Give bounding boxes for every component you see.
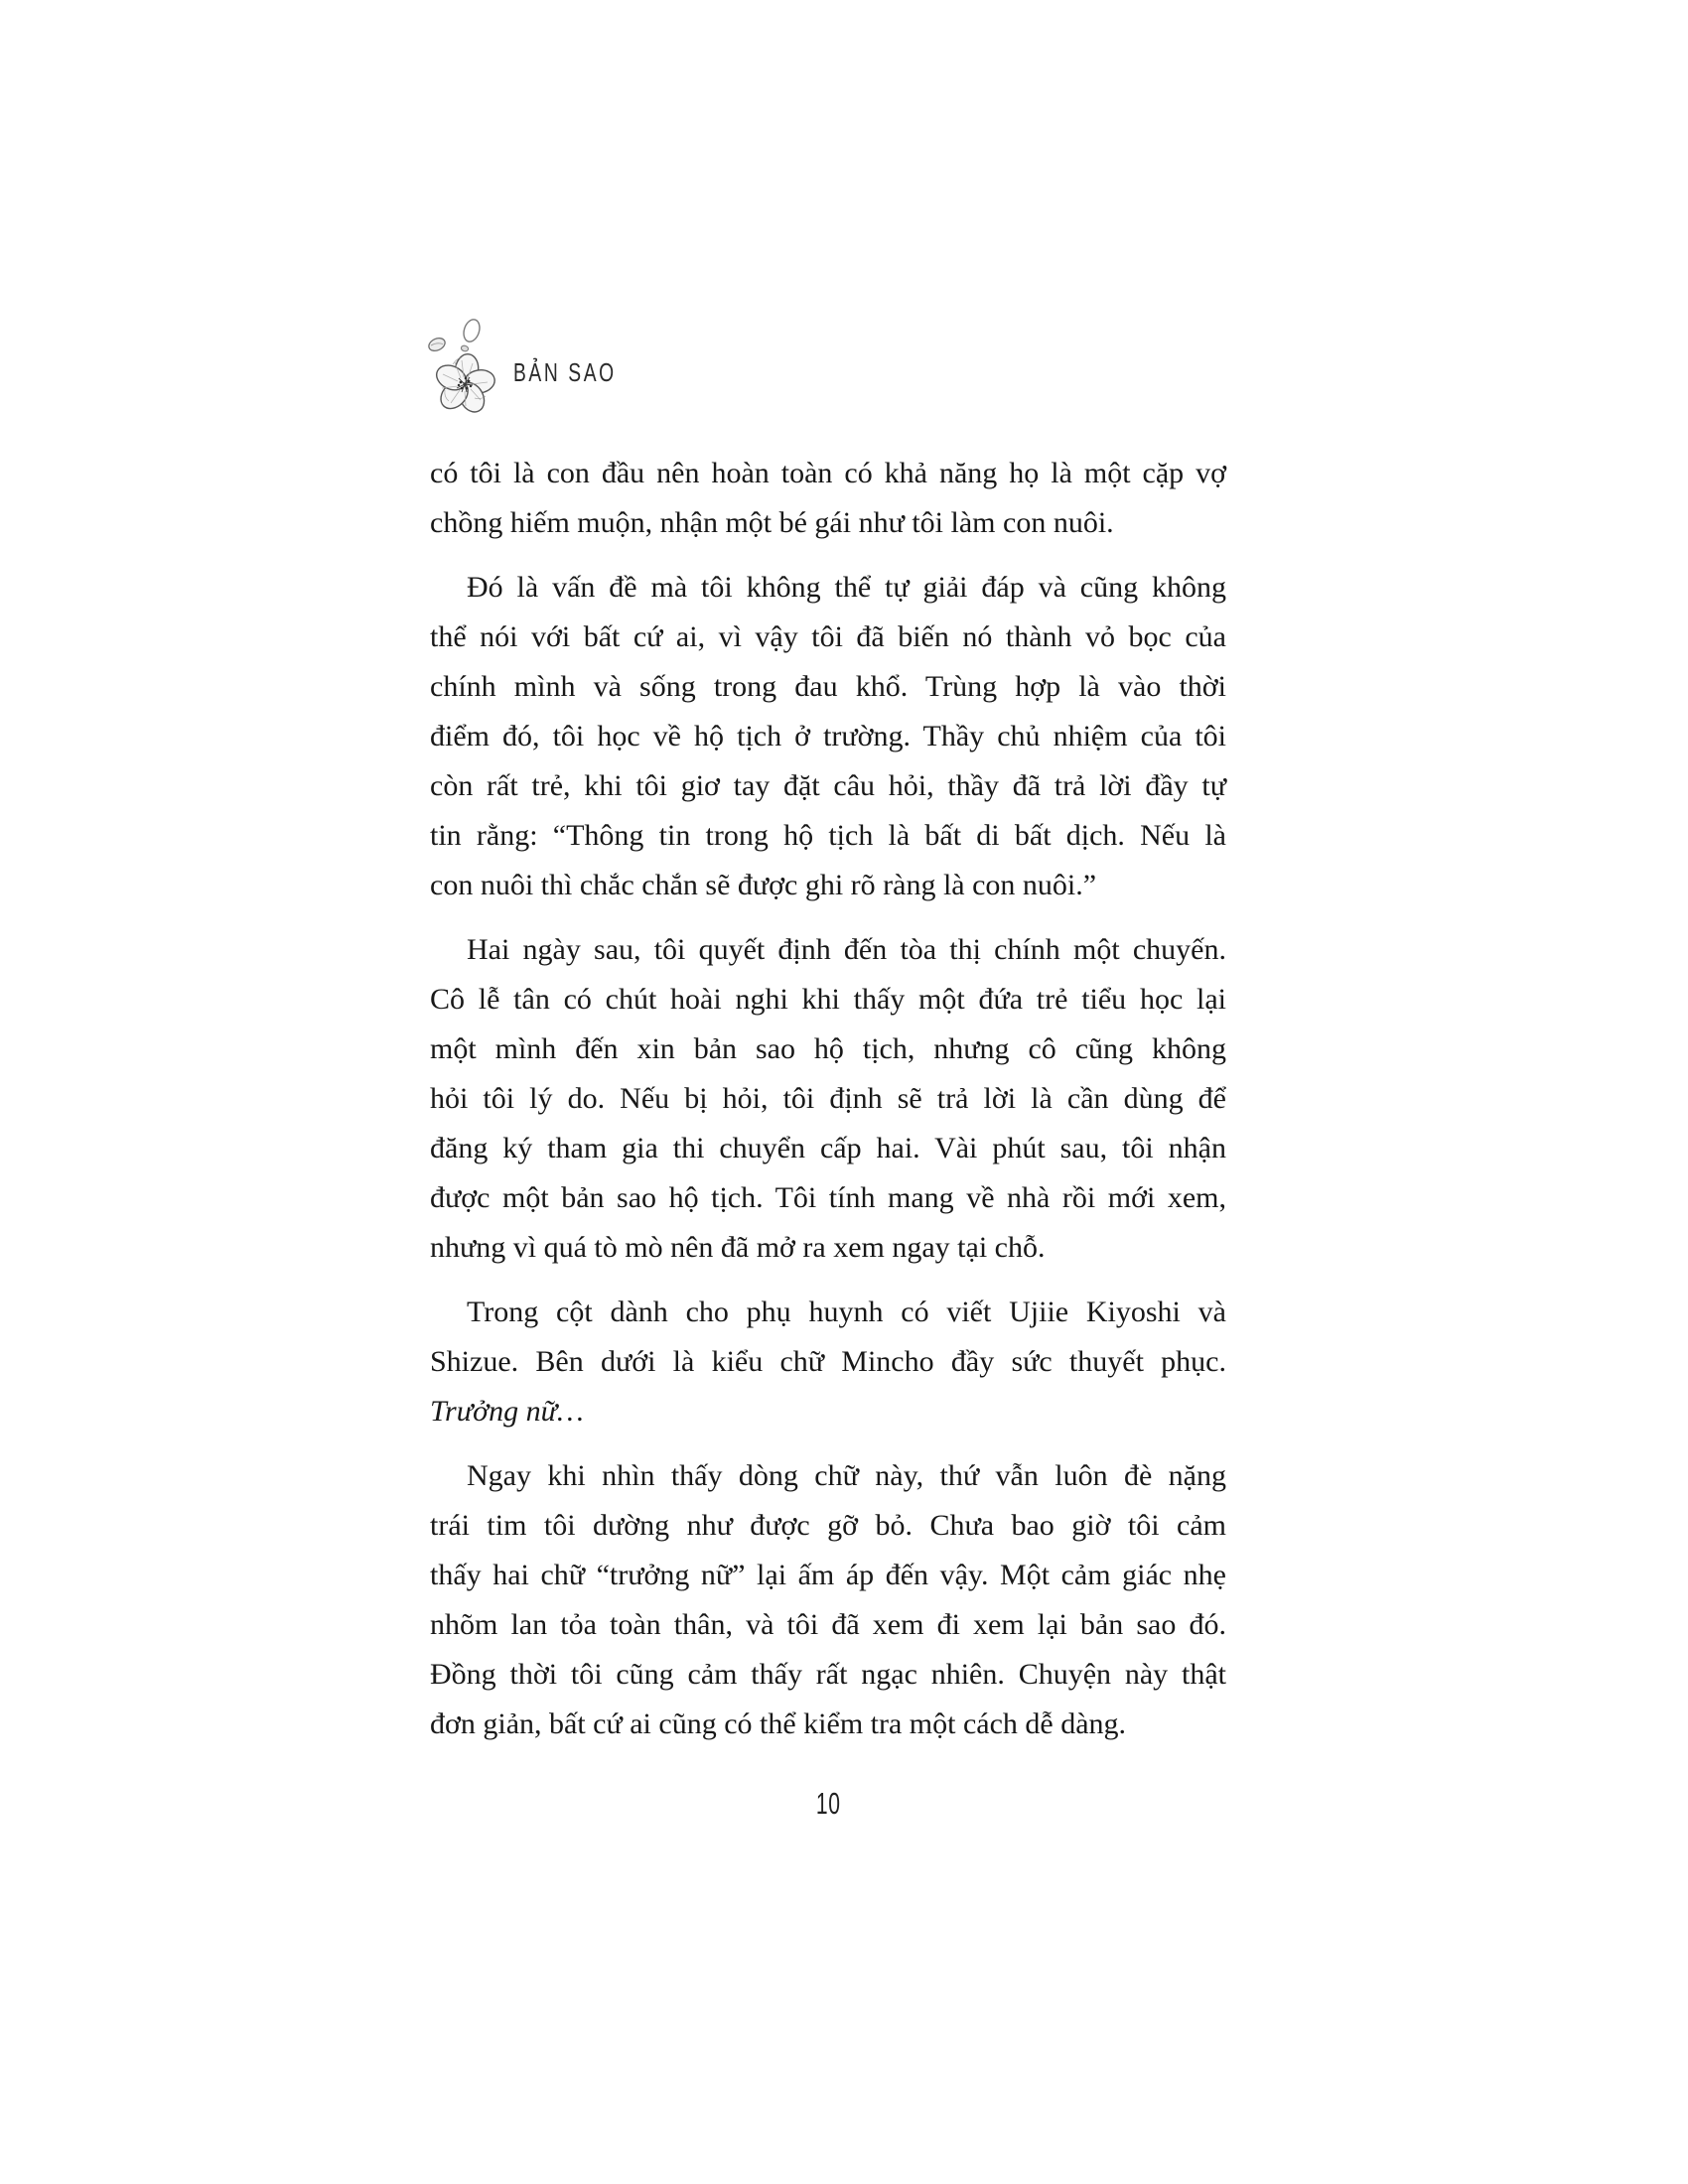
- text-line: nhưng vì quá tò mò nên đã mở ra xem ngay tại chỗ.: [430, 1231, 1046, 1264]
- text-line: đăng ký tham gia thi chuyển cấp hai. Vài phút sau, tôi nhận: [430, 1132, 1226, 1164]
- chapter-header: [415, 308, 812, 427]
- text-line: Ngay khi nhìn thấy dòng chữ này, thứ vẫn luôn đè nặng: [467, 1459, 1226, 1492]
- text-line: Cô lễ tân có chút hoài nghi khi thấy một đứa trẻ tiểu học lại: [430, 983, 1226, 1016]
- text-line: Trong cột dành cho phụ huynh có viết Ujiie Kiyoshi và: [467, 1296, 1226, 1328]
- text-line: điểm đó, tôi học về hộ tịch ở trường. Thầy chủ nhiệm của tôi: [430, 720, 1226, 752]
- text-block: [430, 449, 1226, 1749]
- paragraph: [430, 449, 1226, 548]
- text-line: Trưởng nữ…: [430, 1395, 584, 1428]
- text-line: chồng hiếm muộn, nhận một bé gái như tôi làm con nuôi.: [430, 506, 1114, 539]
- text-line: Đồng thời tôi cũng cảm thấy rất ngạc nhiên. Chuyện này thật: [430, 1658, 1226, 1691]
- text-line: thấy hai chữ “trưởng nữ” lại ấm áp đến vậy. Một cảm giác nhẹ: [430, 1559, 1226, 1591]
- paragraph: [430, 563, 1226, 910]
- text-line: tin rằng: “Thông tin trong hộ tịch là bất di bất dịch. Nếu là: [430, 819, 1226, 852]
- book-title: BẢN SAO: [513, 357, 617, 387]
- text-line: có tôi là con đầu nên hoàn toàn có khả năng họ là một cặp vợ: [430, 457, 1226, 489]
- text-line: một mình đến xin bản sao hộ tịch, nhưng cô cũng không: [430, 1032, 1226, 1065]
- page-footer: [430, 1786, 1226, 1822]
- floating-petal-tiny: [461, 345, 469, 352]
- floating-petal-small: [427, 336, 447, 353]
- text-line: nhõm lan tỏa toàn thân, và tôi đã xem đi xem lại bản sao đó.: [430, 1608, 1226, 1641]
- paragraph: [430, 1451, 1226, 1749]
- text-line: Đó là vấn đề mà tôi không thể tự giải đáp và cũng không: [467, 571, 1226, 604]
- text-line: được một bản sao hộ tịch. Tôi tính mang về nhà rồi mới xem,: [430, 1181, 1226, 1214]
- paragraph: [430, 1288, 1226, 1436]
- text-line: thể nói với bất cứ ai, vì vậy tôi đã biến nó thành vỏ bọc của: [430, 620, 1226, 653]
- text-line: hỏi tôi lý do. Nếu bị hỏi, tôi định sẽ trả lời là cần dùng để: [430, 1082, 1226, 1115]
- page-number: 10: [815, 1786, 841, 1821]
- text-line: chính mình và sống trong đau khổ. Trùng hợp là vào thời: [430, 670, 1226, 703]
- text-line: con nuôi thì chắc chắn sẽ được ghi rõ ràng là con nuôi.”: [430, 869, 1097, 901]
- paragraph: [430, 925, 1226, 1273]
- sakura-blossom-icon: [415, 308, 520, 423]
- text-line: Shizue. Bên dưới là kiểu chữ Mincho đầy sức thuyết phục.: [430, 1345, 1226, 1378]
- text-line: Hai ngày sau, tôi quyết định đến tòa thị chính một chuyến.: [467, 933, 1226, 966]
- text-line: đơn giản, bất cứ ai cũng có thể kiểm tra một cách dễ dàng.: [430, 1707, 1127, 1740]
- floating-petal-large: [461, 318, 482, 344]
- text-line: còn rất trẻ, khi tôi giơ tay đặt câu hỏi, thầy đã trả lời đầy tự: [430, 769, 1226, 802]
- text-line: trái tim tôi dường như được gỡ bỏ. Chưa bao giờ tôi cảm: [430, 1509, 1226, 1542]
